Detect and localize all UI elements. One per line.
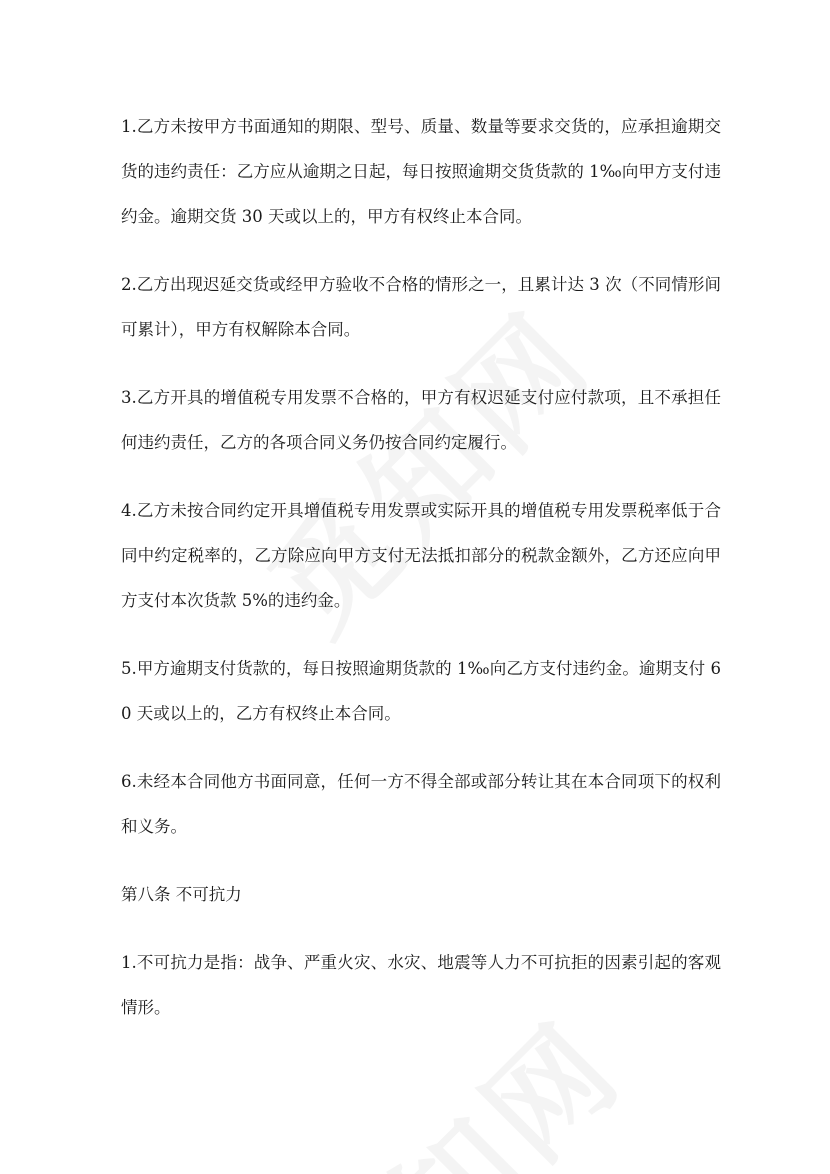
clause-paragraph: 3.乙方开具的增值税专用发票不合格的，甲方有权迟延支付应付款项，且不承担任何违约责任，乙方的各项合同义务仍按合同约定履行。 (121, 388, 721, 452)
clause-paragraph: 6.未经本合同他方书面同意，任何一方不得全部或部分转让其在本合同项下的权利和义务。 (121, 772, 721, 836)
section-heading: 第八条 不可抗力 (121, 885, 242, 904)
clause-paragraph: 1.不可抗力是指：战争、严重火灾、水灾、地震等人力不可抗拒的因素引起的客观情形。 (121, 953, 721, 1017)
clause-paragraph: 2.乙方出现迟延交货或经甲方验收不合格的情形之一，且累计达 3 次（不同情形间可累计），甲方有权解除本合同。 (121, 275, 721, 339)
document-body (121, 104, 721, 1053)
clause-paragraph: 1.乙方未按甲方书面通知的期限、型号、质量、数量等要求交货的，应承担逾期交货的违约责任：乙方应从逾期之日起，每日按照逾期交货货款的 1‰向甲方支付违约金。逾期交货 30 天或以上的，甲方有权终止本合同。 (121, 117, 721, 226)
clause-paragraph: 4.乙方未按合同约定开具增值税专用发票或实际开具的增值税专用发票税率低于合同中约定税率的，乙方除应向甲方支付无法抵扣部分的税款金额外，乙方还应向甲方支付本次货款 5%的违约金。 (121, 501, 721, 610)
clause-paragraph: 5.甲方逾期支付货款的，每日按照逾期货款的 1‰向乙方支付违约金。逾期支付 60 天或以上的，乙方有权终止本合同。 (121, 659, 721, 723)
